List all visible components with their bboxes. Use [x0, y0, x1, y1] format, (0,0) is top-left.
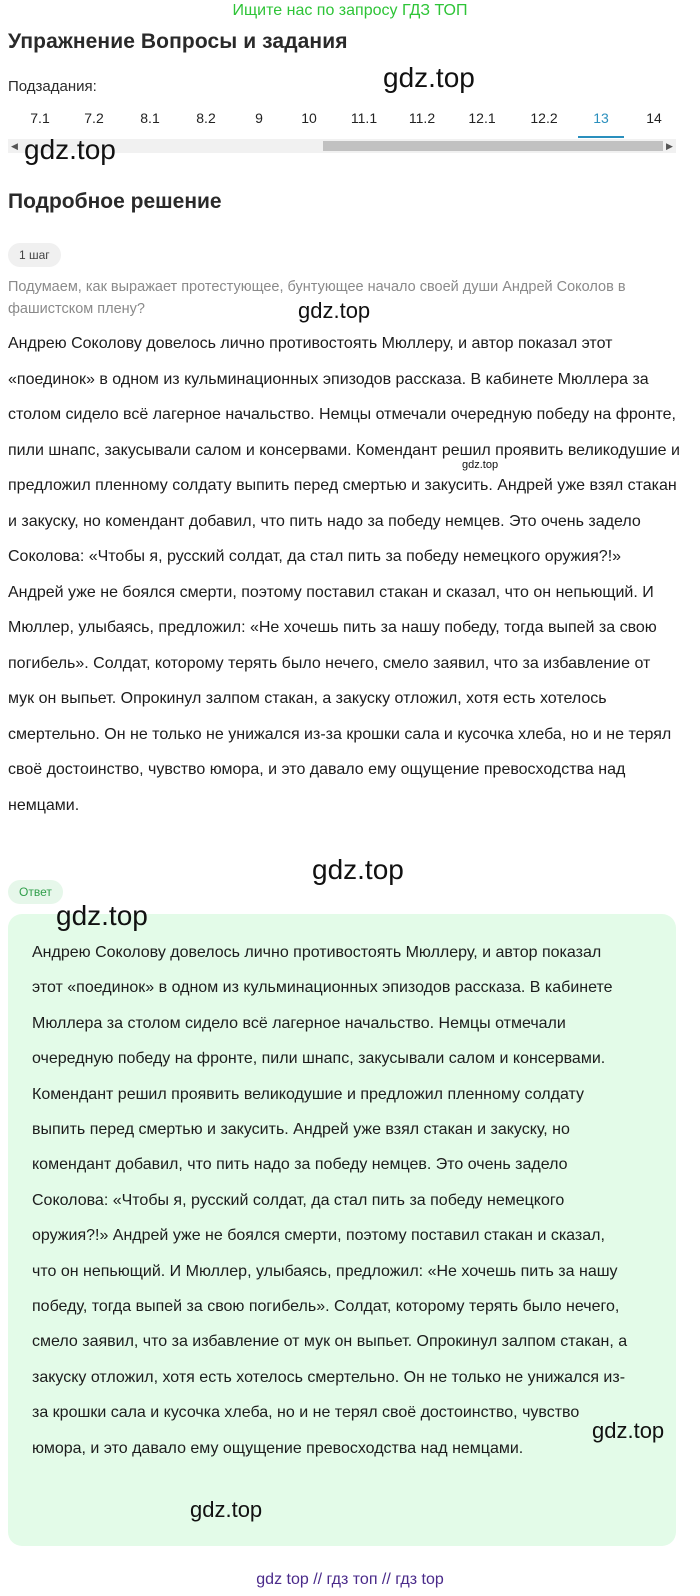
- tab-14[interactable]: 14: [646, 110, 662, 126]
- solution-text: Андрею Соколову довелось лично противостоять Мюллеру, и автор показал этот «поединок» в одном из кульминационных эпизодов рассказа. В кабинете Мюллера за столом сидело всё лагерное начальство. Немцы отмечали очередную победу на фронте, пили шнапс, закусывали салом и консервами. Комендант решил проявить великодушие и предложил пленному солдату выпить перед смертью и закусить. Андрей уже взял стакан и закуску, но комендант добавил, что пить надо за победу немцев. Это очень задело Соколова: «Чтобы я, русский солдат, да стал пить за победу немецкого оружия?!» Андрей уже не боялся смерти, поэтому поставил стакан и сказал, что он непьющий. И Мюллер, улыбаясь, предложил: «Не хочешь пить за нашу победу, тогда выпей за свою погибель». Солдат, которому терять было нечего, смело заявил, что за избавление от мук он выпьет. Опрокинул залпом стакан, а закуску отложил, хотя есть хотелось смертельно. Он не только не унижался из-за крошки сала и кусочка хлеба, но и не терял своё достоинство, чувство юмора, и это давало ему ощущение превосходства над немцами.: [8, 335, 680, 814]
- footer-links[interactable]: gdz top // гдз топ // гдз top: [256, 1571, 444, 1588]
- tab-8-2[interactable]: 8.2: [196, 110, 216, 126]
- scroll-right-icon[interactable]: ▶: [666, 141, 673, 151]
- step-badge: 1 шаг: [8, 243, 61, 267]
- tab-11-1[interactable]: 11.1: [350, 110, 378, 126]
- watermark: gdz.top: [592, 1418, 665, 1443]
- tab-13[interactable]: 13: [578, 104, 624, 138]
- scroll-left-icon[interactable]: ◀: [11, 141, 18, 151]
- answer-box: [8, 914, 676, 1546]
- watermark: gdz.top: [24, 134, 116, 165]
- watermark: gdz.top: [462, 459, 499, 471]
- question-text: Подумаем, как выражает протестующее, бунтующее начало своей души Андрей Соколов в фашистском плену?: [8, 279, 626, 317]
- subtask-tabs: [8, 104, 688, 138]
- tab-7-2[interactable]: 7.2: [84, 110, 104, 126]
- tab-8-1[interactable]: 8.1: [140, 110, 160, 126]
- answer-text: Андрею Соколову довелось лично противостоять Мюллеру, и автор показал этот «поединок» в одном из кульминационных эпизодов рассказа. В кабинете Мюллера за столом сидело всё лагерное начальство. Немцы отмечали очередную победу на фронте, пили шнапс, закусывали салом и консервами. Комендант решил проявить великодушие и предложил пленному солдату выпить перед смертью и закусить. Андрей уже взял стакан и закуску, но комендант добавил, что пить надо за победу немцев. Это очень задело Соколова: «Чтобы я, русский солдат, да стал пить за победу немецкого оружия?!» Андрей уже не боялся смерти, поэтому поставил стакан и сказал, что он непьющий. И Мюллер, улыбаясь, предложил: «Не хочешь пить за нашу победу, тогда выпей за свою погибель». Солдат, которому терять было нечего, смело заявил, что за избавление от мук он выпьет. Опрокинул залпом стакан, а закуску отложил, хотя есть хотелось смертельно. Он не только не унижался из-за крошки сала и кусочка хлеба, но и не терял своё достоинство, чувство юмора, и это давало ему ощущение превосходства над немцами.: [32, 944, 628, 1457]
- tab-7-1[interactable]: 7.1: [30, 110, 50, 126]
- scroll-thumb[interactable]: [323, 141, 663, 151]
- watermark: gdz.top: [312, 854, 404, 885]
- watermark: gdz.top: [298, 298, 371, 323]
- solution-title: Подробное решение: [8, 190, 222, 213]
- tab-9[interactable]: 9: [255, 110, 263, 126]
- watermark: gdz.top: [190, 1497, 263, 1522]
- watermark: gdz.top: [56, 900, 148, 931]
- promo-banner: Ищите нас по запросу ГДЗ ТОП: [232, 2, 468, 19]
- watermark: gdz.top: [383, 62, 475, 93]
- tab-12-1[interactable]: 12.1: [468, 110, 496, 126]
- exercise-title: Упражнение Вопросы и задания: [8, 30, 348, 53]
- tab-12-2[interactable]: 12.2: [530, 110, 558, 126]
- answer-badge: Ответ: [8, 880, 63, 904]
- tab-10[interactable]: 10: [301, 110, 317, 126]
- subtasks-label: Подзадания:: [8, 78, 97, 95]
- tab-11-2[interactable]: 11.2: [408, 110, 436, 126]
